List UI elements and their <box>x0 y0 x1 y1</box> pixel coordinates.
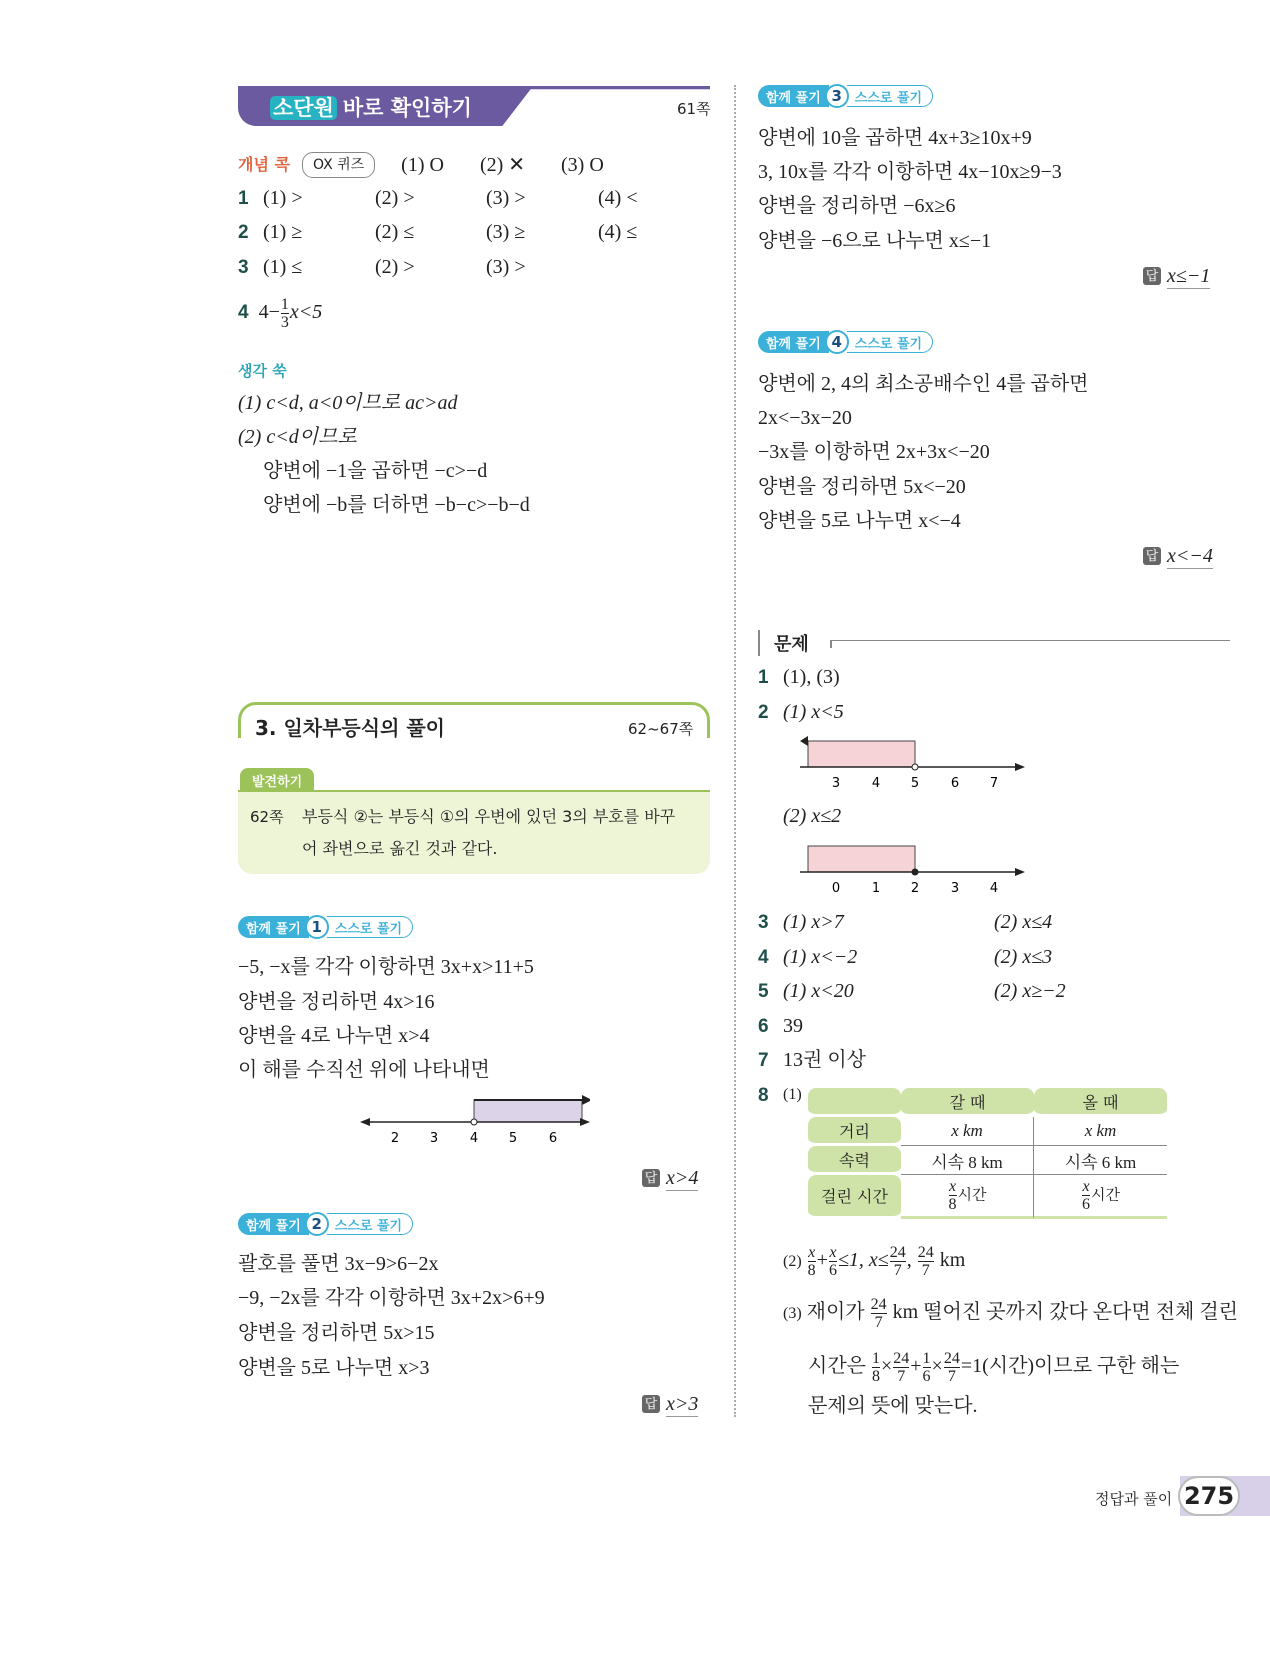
answer-item: (2) > <box>375 187 415 209</box>
problem-number: 8 <box>758 1085 769 1106</box>
expr: ≤1, x≤ <box>837 1249 889 1272</box>
numerator: 24 <box>917 1244 934 1261</box>
final-answer <box>1143 544 1213 568</box>
tick-label: 6 <box>548 1131 558 1146</box>
answer-item: (1) x<5 <box>783 701 844 723</box>
open-point <box>471 1119 477 1125</box>
tick-label: 7 <box>989 776 999 791</box>
speed-table <box>808 1088 1167 1219</box>
table-row <box>808 1117 1167 1146</box>
answer-item: (1) ≥ <box>263 221 303 243</box>
tick-label: 3 <box>831 776 841 791</box>
tick-label: 5 <box>508 1131 518 1146</box>
think-line: 양변에 −b를 더하면 −b−c>−b−d <box>263 494 530 516</box>
concept-label: 개념 콕 <box>238 155 290 174</box>
page-number: 275 <box>1178 1476 1240 1516</box>
problem-number: 3 <box>238 257 249 278</box>
quiz-answer: (1) O <box>401 154 444 176</box>
unit: 시간 <box>1091 1185 1120 1204</box>
answer-item: 13권 이상 <box>783 1049 866 1071</box>
answer-item: (4) < <box>598 187 638 209</box>
answer-item: (2) x≤2 <box>783 805 842 827</box>
denominator: 7 <box>921 1262 930 1279</box>
problem-number: 1 <box>238 188 249 209</box>
numerator: x <box>808 1244 816 1261</box>
example-badge-4 <box>758 331 933 353</box>
numerator: 24 <box>870 1296 887 1313</box>
table-cell: 시속 6 km <box>1034 1146 1167 1175</box>
text: 시간은 <box>808 1355 866 1378</box>
problem-number: 3 <box>758 912 769 933</box>
fraction <box>281 296 289 331</box>
section-title: 3. 일차부등식의 풀이 <box>255 716 445 740</box>
numerator: 24 <box>889 1244 906 1261</box>
discover-box <box>238 790 710 874</box>
problem-number: 7 <box>758 1050 769 1071</box>
final-answer <box>642 1392 698 1416</box>
quiz-answer: (3) O <box>561 154 604 176</box>
denominator: 7 <box>893 1262 902 1279</box>
answer-row-4 <box>238 296 322 331</box>
table-header: 올 때 <box>1034 1088 1167 1117</box>
problem-number: 2 <box>758 702 769 723</box>
denominator: 6 <box>1082 1196 1090 1213</box>
unit: km <box>939 1249 966 1272</box>
discover-tab: 발견하기 <box>240 768 314 793</box>
solution-line: 양변을 5로 나누면 x>3 <box>238 1357 430 1379</box>
solution-line: 양변을 4로 나누면 x>4 <box>238 1025 430 1047</box>
footer-label: 정답과 풀이 <box>1095 1490 1173 1508</box>
answer-mark: 답 <box>1143 267 1161 285</box>
example-badge-2 <box>238 1213 413 1235</box>
table-cell: x km <box>1034 1117 1167 1146</box>
expr: , <box>906 1249 912 1272</box>
tick-label: 4 <box>871 776 881 791</box>
sub-label: (3) <box>783 1305 802 1323</box>
arrow-icon <box>582 1095 590 1105</box>
tick-label: 4 <box>989 881 999 896</box>
open-point <box>912 764 918 770</box>
expr: x<5 <box>289 301 323 324</box>
table-header: 갈 때 <box>901 1088 1034 1117</box>
numerator: x <box>1082 1178 1090 1195</box>
banner-text: 바로 확인하기 <box>342 96 472 120</box>
answer-item: (1), (3) <box>783 666 840 688</box>
solution-line: 양변에 2, 4의 최소공배수인 4를 곱하면 <box>758 373 1089 395</box>
discover-page: 62쪽 <box>250 808 284 826</box>
text: 문제의 뜻에 맞는다. <box>808 1395 978 1417</box>
example-badge-1 <box>238 916 413 938</box>
solution-line: −3x를 이항하면 2x+3x<−20 <box>758 441 990 463</box>
denominator: 8 <box>948 1196 957 1213</box>
tick-label: 2 <box>390 1131 400 1146</box>
numerator: x <box>829 1244 837 1261</box>
solution-line: 양변에 10을 곱하면 4x+3≥10x+9 <box>758 127 1032 149</box>
answer-mark: 답 <box>642 1169 660 1187</box>
answer-item: (3) > <box>486 187 526 209</box>
problem-number: 4 <box>758 947 769 968</box>
badge-right: 스스로 풀기 <box>847 331 933 353</box>
answer-item: (1) > <box>263 187 303 209</box>
final-answer <box>1143 264 1210 288</box>
answer-item: (2) ≤ <box>375 221 415 243</box>
problem-number: 4 <box>238 302 249 324</box>
answer-item: (2) x≤3 <box>994 946 1053 968</box>
banner-title <box>270 92 472 122</box>
tick-label: 4 <box>469 1131 479 1146</box>
text: km 떨어진 곳까지 갔다 온다면 전체 걸린 <box>892 1301 1238 1324</box>
answer-text: x>4 <box>666 1167 699 1189</box>
table-cell: 시속 8 km <box>901 1146 1034 1175</box>
badge-num: 3 <box>825 84 849 108</box>
badge-right: 스스로 풀기 <box>847 85 933 107</box>
answer-item: (3) ≥ <box>486 221 526 243</box>
answer-item: (2) x≤4 <box>994 911 1053 933</box>
section-pages: 62~67쪽 <box>628 720 694 738</box>
solution-line: 양변을 정리하면 −6x≥6 <box>758 195 956 217</box>
answer-8-3 <box>783 1296 1238 1331</box>
discover-text: 어 좌변으로 옮긴 것과 같다. <box>302 839 498 858</box>
badge-num: 1 <box>305 915 329 939</box>
row-label: 걸린 시간 <box>808 1175 901 1219</box>
final-answer <box>642 1166 698 1190</box>
answer-8-2 <box>783 1244 965 1279</box>
discover-text: 부등식 ②는 부등식 ①의 우변에 있던 3의 부호를 바꾸 <box>302 807 676 826</box>
number-line <box>800 735 1030 795</box>
unit: 시간 <box>957 1185 987 1204</box>
badge-left: 함께 풀기 <box>758 331 829 353</box>
answer-row <box>238 186 249 211</box>
tick-label: 0 <box>831 881 841 896</box>
sub-label: (1) <box>783 1086 802 1103</box>
tick-label: 1 <box>871 881 881 896</box>
badge-num: 4 <box>825 330 849 354</box>
answer-item: (1) x<20 <box>783 980 854 1002</box>
numerator: x <box>948 1178 957 1195</box>
think-line: (2) c<d이므로 <box>238 426 357 448</box>
solution-region <box>808 741 915 767</box>
solution-line: 2x<−3x−20 <box>758 407 852 429</box>
answer-item: (3) > <box>486 256 526 278</box>
answer-text: x>3 <box>666 1393 699 1415</box>
answer-8-3-line2: 시간은 $\frac{1}{8}$ × $\frac{24}{7}$ + $\frac{1}{6}$ × $\frac{24}{7}$ =1(시간)이므로 구한 해는 <box>808 1350 1180 1385</box>
solution-line: 3, 10x를 각각 이항하면 4x−10x≥9−3 <box>758 161 1062 183</box>
denominator: 3 <box>280 314 289 331</box>
answer-item: (2) > <box>375 256 415 278</box>
solution-line: −5, −x를 각각 이항하면 3x+x>11+5 <box>238 956 534 978</box>
solution-region <box>474 1100 582 1122</box>
answer-text: x≤−1 <box>1167 265 1211 287</box>
answer-item: (1) x>7 <box>783 911 844 933</box>
tick-label: 3 <box>950 881 960 896</box>
solution-line: 괄호를 풀면 3x−9>6−2x <box>238 1253 439 1275</box>
answer-item: (1) ≤ <box>263 256 303 278</box>
denominator: 6 <box>828 1262 837 1279</box>
denominator: 7 <box>874 1314 883 1331</box>
expr: 4− <box>258 301 280 324</box>
answer-mark: 답 <box>642 1395 660 1413</box>
answer-mark: 답 <box>1143 547 1161 565</box>
text: 재이가 <box>806 1301 865 1324</box>
answer-item: (2) x≥−2 <box>994 980 1066 1002</box>
quiz-answer: (2) ✕ <box>479 154 526 176</box>
solution-line: 양변을 5로 나누면 x<−4 <box>758 510 961 532</box>
number-line <box>800 840 1030 900</box>
problem-number: 5 <box>758 981 769 1002</box>
badge-num: 2 <box>305 1212 329 1236</box>
table-cell: x km <box>901 1117 1034 1146</box>
text: =1(시간)이므로 구한 해는 <box>960 1355 1180 1378</box>
closed-point <box>912 869 919 876</box>
problem-number: 1 <box>758 667 769 688</box>
number-line <box>360 1090 590 1150</box>
solution-line: 양변을 정리하면 5x<−20 <box>758 476 966 498</box>
badge-left: 함께 풀기 <box>758 85 829 107</box>
think-line: (1) c<d, a<0이므로 ac>ad <box>238 392 458 414</box>
column-divider <box>734 85 736 1417</box>
example-badge-3 <box>758 85 933 107</box>
answer-item: (4) ≤ <box>598 221 638 243</box>
solution-line: 양변을 −6으로 나누면 x≤−1 <box>758 230 992 252</box>
tick-label: 6 <box>950 776 960 791</box>
badge-left: 함께 풀기 <box>238 916 309 938</box>
table-cell <box>1034 1175 1167 1219</box>
badge-left: 함께 풀기 <box>238 1213 309 1235</box>
expr: + <box>816 1249 828 1272</box>
solution-region <box>808 846 915 872</box>
row-label: 속력 <box>808 1146 901 1175</box>
solution-line: 양변을 정리하면 5x>15 <box>238 1322 435 1344</box>
solution-line: 이 해를 수직선 위에 나타내면 <box>238 1059 490 1081</box>
sub-label: (2) <box>783 1253 802 1271</box>
answer-item: 39 <box>783 1015 803 1037</box>
ox-quiz-badge: OX 퀴즈 <box>302 152 375 178</box>
solution-line: 양변을 정리하면 4x>16 <box>238 991 435 1013</box>
page-ref: 61쪽 <box>677 100 711 118</box>
tick-label: 3 <box>429 1131 439 1146</box>
badge-right: 스스로 풀기 <box>327 1213 413 1235</box>
numerator: 1 <box>280 296 289 313</box>
answer-text: x<−4 <box>1167 545 1213 567</box>
problems-heading: 문제 <box>758 630 809 656</box>
table-row <box>808 1175 1167 1219</box>
problem-number: 6 <box>758 1016 769 1037</box>
answer-item: (1) x<−2 <box>783 946 858 968</box>
concept-quiz-row <box>238 152 604 178</box>
think-label: 생각 쑥 <box>238 362 287 380</box>
tick-label: 2 <box>910 881 920 896</box>
table-row <box>808 1146 1167 1175</box>
banner-highlight: 소단원 <box>270 96 337 120</box>
solution-line: −9, −2x를 각각 이항하면 3x+2x>6+9 <box>238 1287 545 1309</box>
badge-right: 스스로 풀기 <box>327 916 413 938</box>
heading-rule <box>830 640 1230 648</box>
tick-label: 5 <box>910 776 920 791</box>
denominator: 8 <box>807 1262 816 1279</box>
table-cell <box>901 1175 1034 1219</box>
think-line: 양변에 −1을 곱하면 −c>−d <box>263 460 488 482</box>
row-label: 거리 <box>808 1117 901 1146</box>
problem-number: 2 <box>238 222 249 243</box>
